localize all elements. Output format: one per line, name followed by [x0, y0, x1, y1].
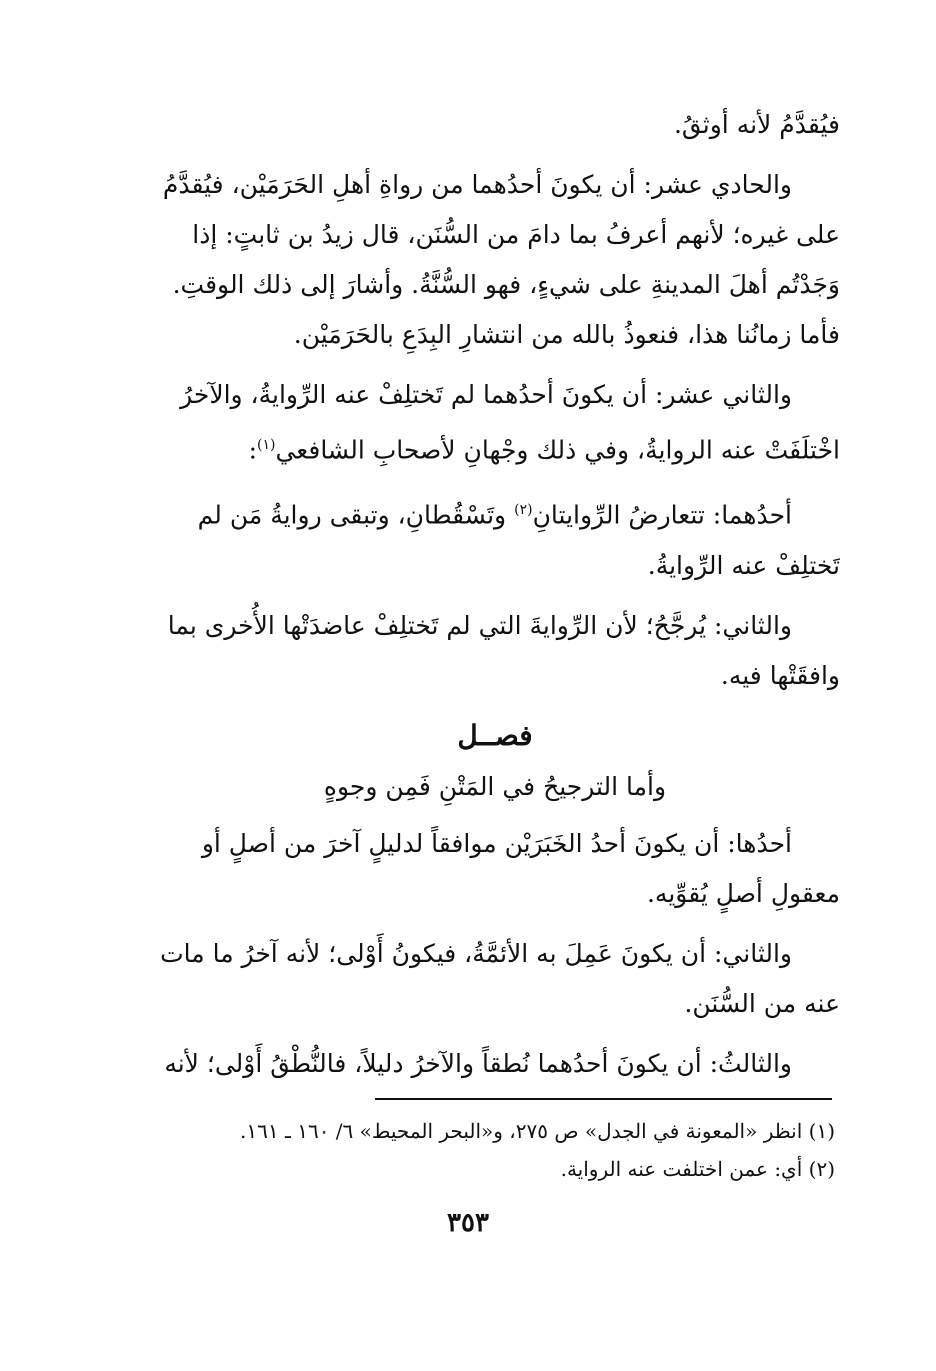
- paragraph-continuation: [150, 100, 840, 150]
- paragraph-first-view: [150, 485, 840, 590]
- text-span: وتَسْقُطانِ، وتبقى روايةُ مَن لم: [197, 500, 515, 530]
- text-span: :: [248, 435, 257, 465]
- text-span: أحدُهما: تتعارضُ الرِّوايتانِ: [532, 500, 792, 530]
- text-line: عنه من السُّنَن.: [684, 988, 840, 1018]
- text-line: والثاني: يُرجَّحُ؛ لأن الرِّوايةَ التي لم تَختلِفْ عاضدَتْها الأُخرى بما: [167, 610, 792, 640]
- section-subtitle: وأما الترجيحُ في المَتْنِ فَمِن وجوهٍ: [323, 771, 667, 801]
- text-line: معقولِ أصلٍ يُقوِّيه.: [646, 878, 840, 908]
- text-line: فأما زمانُنا هذا، فنعوذُ بالله من انتشارِ البِدَعِ بالحَرَمَيْن.: [293, 320, 840, 349]
- text-line: والثالثُ: أن يكونَ أحدُهما نُطقاً والآخرُ دليلاً، فالنُّطْقُ أَوْلى؛ لأنه: [164, 1048, 792, 1078]
- text-line: والحادي عشر: أن يكونَ أحدُهما من رواةِ أهلِ الحَرَمَيْن، فيُقدَّمُ: [162, 170, 792, 199]
- paragraph-first-aspect: [150, 819, 840, 919]
- paragraph-twelfth: [150, 370, 840, 475]
- text-span: اخْتلَفَتْ عنه الروايةُ، وفي ذلك وجْهانِ لأصحابِ الشافعي: [275, 435, 840, 465]
- paragraph-second-view: [150, 601, 840, 701]
- text-line: فيُقدَّمُ لأنه أوثقُ.: [673, 110, 840, 139]
- text-line: والثاني: أن يكونَ عَمِلَ به الأئمَّةُ، فيكونُ أَوْلى؛ لأنه آخرُ ما مات: [160, 938, 792, 968]
- paragraph-second-aspect: [150, 929, 840, 1029]
- footnote-ref-1: (١): [257, 437, 276, 453]
- text-line: تَختلِفْ عنه الرِّوايةُ.: [647, 550, 840, 580]
- text-line: أحدُها: أن يكونَ أحدُ الخَبَرَيْن موافقاً لدليلٍ آخرَ من أصلٍ أو: [201, 828, 792, 858]
- footnote-ref-2: (٢): [514, 502, 533, 519]
- footnote-1: (١) انظر «المعونة في الجدل» ص ٢٧٥، و«البحر المحيط» ٦/ ١٦٠ ـ ١٦١.: [240, 1119, 835, 1143]
- text-line: والثاني عشر: أن يكونَ أحدُهما لم تَختلِفْ عنه الرِّوايةُ، والآخرُ: [180, 380, 792, 409]
- paragraph-eleventh: [150, 160, 840, 360]
- text-line: [150, 485, 840, 540]
- text-line: على غيره؛ لأنهم أعرفُ بما دامَ من السُّنَن، قال زيدُ بن ثابتٍ: إذا: [192, 220, 840, 249]
- text-line: وافقَتْها فيه.: [720, 660, 840, 690]
- text-line: وَجَدْتُم أهلَ المدينةِ على شيءٍ، فهو السُّنَّةُ. وأشارَ إلى ذلك الوقتِ.: [172, 270, 840, 299]
- footnotes: [150, 1112, 835, 1188]
- text-line: [150, 420, 840, 475]
- footnote-2: (٢) أي: عمن اختلفت عنه الرواية.: [560, 1157, 835, 1181]
- section-title: فصــل: [457, 718, 533, 752]
- page-number: ٣٥٣: [447, 1208, 489, 1238]
- paragraph-third-aspect: [150, 1039, 840, 1089]
- page-body: [150, 100, 840, 1099]
- footnote-divider: [375, 1098, 832, 1100]
